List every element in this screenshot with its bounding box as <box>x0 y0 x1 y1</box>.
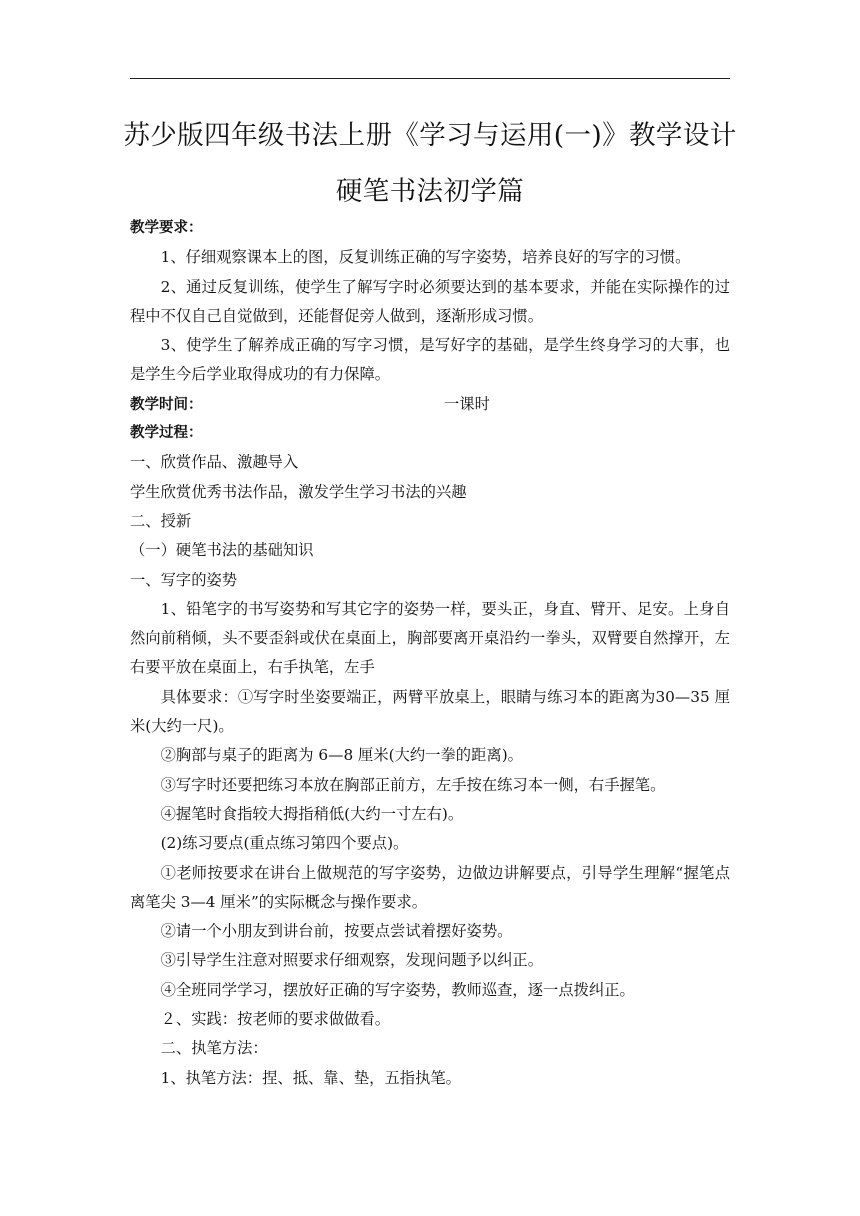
section-text: 学生欣赏优秀书法作品，激发学生学习书法的兴趣 <box>130 482 467 501</box>
section-title: 一、欣赏作品、激趣导入 <box>130 453 299 472</box>
header-rule <box>130 78 730 79</box>
requirement-item: 2、通过反复训练，使学生了解写字时必须要达到的基本要求，并能在实际操作的过程中不仅自己自觉做到，还能督促旁人做到，逐渐形成习惯。 <box>130 277 730 325</box>
time-row <box>130 390 730 419</box>
pen-method-item: 1、执笔方法：捏、抵、靠、垫，五指执笔。 <box>160 1068 461 1087</box>
requirement-item: 3、使学生了解养成正确的写字习惯，是写好字的基础，是学生终身学习的大事，也是学生今后学业取得成功的有力保障。 <box>130 336 730 384</box>
time-heading: 教学时间： <box>130 396 203 413</box>
requirement-point: ③写字时还要把练习本放在胸部正前方，左手按在练习本一侧，右手握笔。 <box>160 775 666 794</box>
posture-title: 一、写字的姿势 <box>130 570 238 589</box>
requirements-heading: 教学要求： <box>130 220 203 236</box>
document-title: 苏少版四年级书法上册《学习与运用(一)》教学设计 <box>123 120 737 151</box>
practice-point: ②请一个小朋友到讲台前，按要点尝试着摆好姿势。 <box>160 922 513 941</box>
practice-point: ①老师按要求在讲台上做规范的写字姿势，边做边讲解要点，引导学生理解“握笔点离笔尖 3—4 厘米”的实际概念与操作要求。 <box>130 863 730 911</box>
practice-title: (2)练习要点(重点练习第四个要点)。 <box>160 834 409 853</box>
practice-point: ③引导学生注意对照要求仔细观察，发现问题予以纠正。 <box>160 951 544 970</box>
section-title: 二、授新 <box>130 511 192 530</box>
pen-method-title: 二、执笔方法： <box>160 1039 268 1058</box>
document-subtitle: 硬笔书法初学篇 <box>335 176 525 207</box>
requirements-paragraph: 具体要求：①写字时坐姿要端正，两臂平放桌上，眼睛与练习本的距离为30—35 厘米(大约一尺)。 <box>130 687 730 736</box>
requirement-point: ④握笔时食指较大拇指稍低(大约一寸左右)。 <box>160 804 464 823</box>
subsection-title: （一）硬笔书法的基础知识 <box>130 541 314 560</box>
posture-paragraph: 1、铅笔字的书写姿势和写其它字的姿势一样，要头正，身直、臂开、足安。上身自然向前稍倾，头不要歪斜或伏在桌面上，胸部要离开桌沿约一拳头，双臂要自然撑开，左右要平放在桌面上，右手执笔，左手 <box>130 599 730 677</box>
requirement-item: 1、仔细观察课本上的图，反复训练正确的写字姿势，培养良好的写字的习惯。 <box>160 248 691 267</box>
practice-point: ④全班同学学习，摆放好正确的写字姿势，教师巡查，逐一点拨纠正。 <box>160 980 635 999</box>
requirement-point: ②胸部与桌子的距离为 6—8 厘米(大约一拳的距离)。 <box>160 746 523 765</box>
document-body <box>130 214 730 1093</box>
time-value: 一课时 <box>444 394 490 413</box>
process-heading: 教学过程： <box>130 425 203 442</box>
practice-step: ２、实践：按老师的要求做做看。 <box>160 1010 391 1029</box>
